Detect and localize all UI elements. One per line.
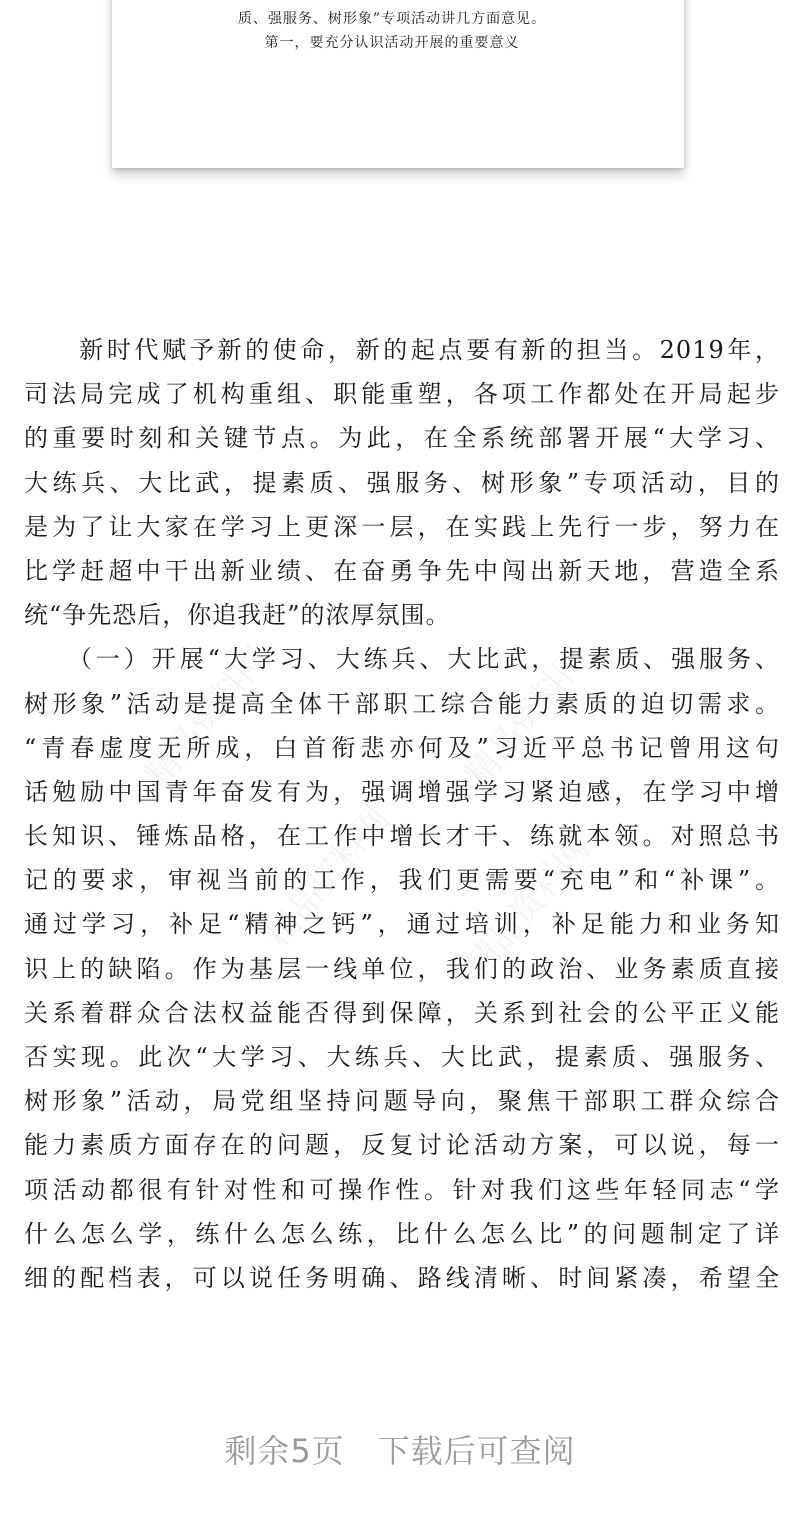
text-line: 识上的缺陷。作为基层一线单位，我们的政治、业务素质直接: [24, 954, 780, 983]
preview-line-2: 第一，要充分认识活动开展的重要意义: [264, 35, 520, 51]
preview-page-card: [112, 0, 684, 168]
preview-line-1: 质、强服务、树形象”专项活动讲几方面意见。: [237, 11, 547, 27]
text-line: 统“争先恐后，你追我赶”的浓厚氛围。: [24, 601, 451, 630]
text-line: （一）开展“大学习、大练兵、大比武，提素质、强服务、: [24, 645, 780, 674]
remaining-pages-download-prompt[interactable]: 剩余5页 下载后可查阅: [224, 1432, 576, 1470]
text-line: 什么怎么学，练什么怎么练，比什么怎么比”的问题制定了详: [24, 1219, 780, 1248]
text-line: 细的配档表，可以说任务明确、路线清晰、时间紧凑，希望全: [24, 1263, 780, 1292]
text-line: 是为了让大家在学习上更深一层，在实践上先行一步，努力在: [24, 512, 780, 541]
text-line: 长知识、锤炼品格，在工作中增长才干、练就本领。对照总书: [24, 822, 780, 851]
text-line: 否实现。此次“大学习、大练兵、大比武，提素质、强服务、: [24, 1043, 780, 1071]
text-line: 项活动都很有针对性和可操作性。针对我们这些年轻同志“学: [24, 1175, 780, 1204]
text-line: 比学赶超中干出新业绩、在奋勇争先中闯出新天地，营造全系: [24, 556, 780, 585]
text-line: 的重要时刻和关键节点。为此，在全系统部署开展“大学习、: [24, 424, 780, 453]
text-line: 关系着群众合法权益能否得到保障，关系到社会的公平正义能: [24, 998, 780, 1027]
text-line: 司法局完成了机构重组、职能重塑，各项工作都处在开局起步: [24, 380, 780, 409]
text-line: 大练兵、大比武，提素质、强服务、树形象”专项活动，目的: [24, 468, 780, 497]
text-line: 话勉励中国青年奋发有为，强调增强学习紧迫感，在学习中增: [24, 777, 780, 806]
text-line: 能力素质方面存在的问题，反复讨论活动方案，可以说，每一: [24, 1131, 780, 1160]
text-line: 通过学习，补足“精神之钙”，通过培训，补足能力和业务知: [24, 910, 780, 939]
text-line: “青春虚度无所成，白首衔悲亦何及”习近平总书记曾用这句: [24, 733, 780, 762]
text-line: 树形象”活动，局党组坚持问题导向，聚焦干部职工群众综合: [24, 1087, 780, 1116]
text-line: 树形象”活动是提高全体干部职工综合能力素质的迫切需求。: [24, 689, 780, 718]
text-line: 记的要求，审视当前的工作，我们更需要“充电”和“补课”。: [24, 866, 780, 895]
document-body: [24, 328, 780, 1300]
text-line: 新时代赋予新的使命，新的起点要有新的担当。2019年，: [24, 336, 780, 364]
